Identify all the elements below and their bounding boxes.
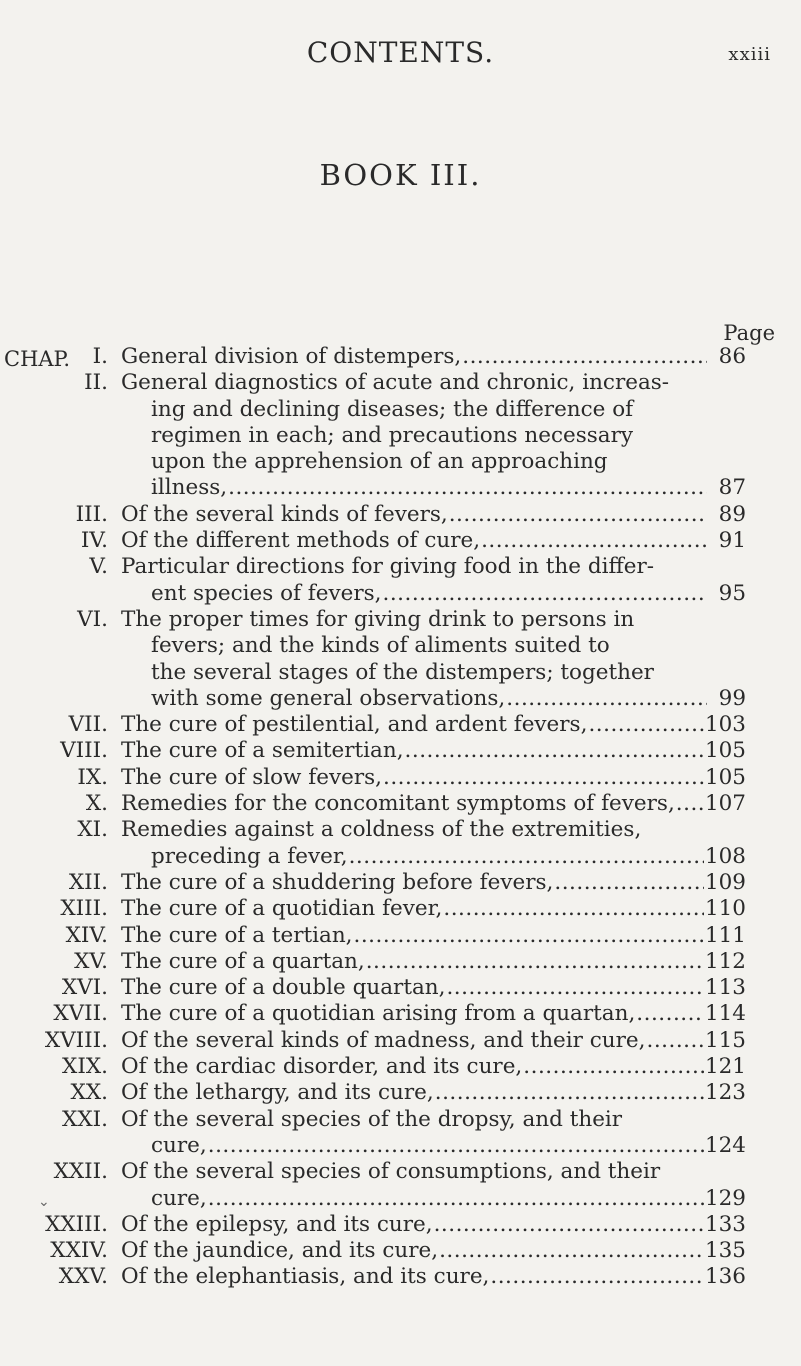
entry-title-text: Of the several species of consumptions, and their [121,1159,661,1185]
chapter-number: XVI. [61,975,108,1001]
entry-title-text: The cure of a tertian, [121,922,353,948]
entry-text [121,554,746,607]
entry-title-text: cure, [151,1185,207,1211]
entry-line [121,975,746,1001]
chapter-number: V. [89,554,108,580]
entry-title-text: The cure of a shuddering before fevers, [121,869,554,895]
entry-title-text: Of the jaundice, and its cure, [121,1238,439,1264]
page-number: 112 [704,948,746,974]
dot-leader [354,923,704,949]
entry-title-text: The cure of pestilential, and ardent fevers, [121,712,588,738]
page-number: 124 [704,1132,746,1158]
entry-line [121,870,746,896]
entry-line [121,554,746,580]
chapter-number: XII. [68,869,108,895]
entry-title-text: The cure of a quotidian arising from a quartan, [121,1001,636,1027]
entry-title-text: ing and declining diseases; the difference of [151,396,634,422]
chapter-number: XVII. [53,1001,108,1027]
entry-title-text: fevers; and the kinds of aliments suited to [151,633,610,659]
page-number: 105 [704,764,746,790]
toc-entry [0,554,801,607]
dot-leader [383,581,707,607]
entry-text [121,1054,746,1080]
chapter-number: XVIII. [44,1027,108,1053]
table-of-contents [0,344,801,1291]
chapter-number: XXIV. [50,1238,108,1264]
entry-text [121,502,746,528]
dot-leader [439,1238,704,1264]
toc-entry [0,1107,801,1160]
entry-title-text: with some general observations, [151,685,506,711]
entry-line [121,344,746,370]
entry-text [121,528,746,554]
page-number: 111 [704,922,746,948]
running-title: CONTENTS. [306,36,495,69]
entry-title-text: upon the apprehension of an approaching [151,449,608,475]
chapter-number: VII. [68,712,108,738]
chapter-number: XXII. [53,1159,108,1185]
page-number: 89 [718,501,746,527]
chapter-number: XXV. [58,1264,108,1290]
toc-entry [0,1159,801,1212]
page-number: 115 [704,1027,746,1053]
entry-text [121,344,746,370]
entry-text [121,1080,746,1106]
dot-leader [449,502,707,528]
dot-leader [443,896,704,922]
toc-entry [0,1028,801,1054]
entry-line [121,607,746,633]
entry-title-text: Particular directions for giving food in the differ- [121,554,655,580]
entry-title-text: The cure of a quotidian fever, [121,896,443,922]
entry-text [121,1212,746,1238]
entry-line [121,397,746,423]
entry-title-text: General division of distempers, [121,344,462,369]
entry-title-text: General diagnostics of acute and chronic, increas- [121,370,670,396]
dot-leader [462,344,707,370]
entry-title-text: Of the epilepsy, and its cure, [121,1211,433,1237]
entry-line [121,528,746,554]
chapter-number: VIII. [60,738,108,764]
entry-line [121,738,746,764]
dot-leader [676,791,704,817]
entry-line [121,1028,746,1054]
toc-entry [0,896,801,922]
entry-line [121,712,746,738]
margin-mark: ⌄ [38,1194,50,1210]
toc-entry [0,1238,801,1264]
dot-leader [228,475,707,501]
entry-text [121,975,746,1001]
chapter-number: XI. [77,817,108,843]
entry-title-text: Of the lethargy, and its cure, [121,1080,434,1106]
entry-line [121,475,746,501]
dot-leader [366,949,704,975]
toc-entry [0,949,801,975]
entry-title-text: Of the different methods of cure, [121,528,481,554]
entry-line [121,633,746,659]
chapter-number: XV. [74,948,108,974]
entry-line [121,844,746,870]
chapter-number: I. [92,344,108,369]
chapter-number: XXIII. [45,1211,108,1237]
entry-title-text: Of the elephantiasis, and its cure, [121,1264,490,1290]
chapter-number: XIV. [65,922,108,948]
toc-entry [0,738,801,764]
toc-entry [0,712,801,738]
toc-entry [0,1080,801,1106]
entry-title-text: Of the several kinds of fevers, [121,501,448,527]
chapter-column-label: CHAP. [4,347,71,371]
toc-entry [0,528,801,554]
entry-title-text: regimen in each; and precautions necessary [151,422,634,448]
entry-line [121,923,746,949]
toc-entry [0,923,801,949]
entry-title-text: Of the several kinds of madness, and their cure, [121,1027,646,1053]
dot-leader [506,686,707,712]
entry-text [121,1264,746,1290]
dot-leader [588,712,704,738]
page-number: 110 [704,896,746,922]
entry-text [121,923,746,949]
entry-line [121,660,746,686]
page-number: 114 [704,1001,746,1027]
dot-leader [490,1264,704,1290]
entry-line [121,370,746,396]
entry-line [121,423,746,449]
running-head [0,36,801,76]
toc-entry [0,1264,801,1290]
entry-line [121,1054,746,1080]
entry-text [121,817,746,870]
toc-entry [0,1054,801,1080]
dot-leader [349,844,704,870]
entry-line [121,949,746,975]
entry-title-text: The proper times for giving drink to persons in [121,606,635,632]
entry-title-text: ent species of fevers, [151,580,382,606]
page-number: 129 [704,1185,746,1211]
entry-title-text: The cure of a semitertian, [121,738,404,764]
toc-entry [0,1001,801,1027]
page-number: 86 [718,344,746,369]
entry-line [121,1107,746,1133]
chapter-number: VI. [77,606,108,632]
entry-text [121,712,746,738]
page-number: 121 [704,1054,746,1080]
page-number: 107 [704,791,746,817]
entry-line [121,502,746,528]
chapter-number: IV. [80,528,108,554]
entry-title-text: preceding a fever, [151,843,348,869]
entry-line [121,1159,746,1185]
dot-leader [435,1080,704,1106]
entry-title-text: cure, [151,1132,207,1158]
entry-title-text: Of the cardiac disorder, and its cure, [121,1054,523,1080]
chapter-number: X. [85,791,108,817]
entry-line [121,1186,746,1212]
entry-title-text: the several stages of the distempers; together [151,659,654,685]
page-number: 91 [718,528,746,554]
dot-leader [208,1186,704,1212]
toc-entry [0,975,801,1001]
entry-line [121,791,746,817]
entry-title-text: The cure of a quartan, [121,948,365,974]
dot-leader [208,1133,704,1159]
page-folio: xxiii [728,44,771,65]
toc-entry [0,607,801,712]
page-number: 95 [718,580,746,606]
entry-text [121,949,746,975]
page-number: 105 [704,738,746,764]
page-number: 87 [718,475,746,501]
toc-entry [0,344,801,370]
toc-entry [0,791,801,817]
entry-line [121,1001,746,1027]
entry-text [121,1001,746,1027]
page-number: 103 [704,712,746,738]
entry-line [121,1238,746,1264]
entry-line [121,765,746,791]
dot-leader [434,1212,704,1238]
entry-line [121,896,746,922]
entry-line [121,449,746,475]
toc-entry [0,502,801,528]
toc-entry [0,765,801,791]
entry-line [121,1212,746,1238]
toc-entry [0,870,801,896]
chapter-number: XXI. [62,1106,108,1132]
entry-text [121,370,746,501]
page-number: 113 [704,975,746,1001]
entry-text [121,1028,746,1054]
page-number: 123 [704,1080,746,1106]
entry-text [121,1159,746,1212]
toc-entry [0,1212,801,1238]
toc-entry [0,817,801,870]
chapter-number: XX. [70,1080,108,1106]
book-title: BOOK III. [319,158,482,192]
chapter-number: III. [75,501,108,527]
dot-leader [446,975,704,1001]
entry-line [121,1133,746,1159]
dot-leader [405,738,704,764]
entry-line [121,581,746,607]
chapter-number: II. [84,370,108,396]
entry-text [121,896,746,922]
entry-text [121,1107,746,1160]
entry-text [121,607,746,712]
entry-title-text: illness, [151,475,228,501]
dot-leader [636,1001,704,1027]
page-number: 136 [704,1264,746,1290]
dot-leader [523,1054,704,1080]
entry-line [121,1080,746,1106]
entry-text [121,738,746,764]
page-column-label: Page [723,321,775,345]
dot-leader [554,870,704,896]
toc-entry [0,370,801,501]
page-number: 108 [704,843,746,869]
entry-text [121,765,746,791]
page-number: 109 [704,869,746,895]
entry-title-text: The cure of a double quartan, [121,975,446,1001]
chapter-number: XIX. [62,1054,108,1080]
dot-leader [383,765,704,791]
entry-line [121,817,746,843]
chapter-number: IX. [77,764,108,790]
entry-line [121,686,746,712]
entry-title-text: Remedies against a coldness of the extremities, [121,817,642,843]
chapter-number: XIII. [60,896,108,922]
entry-title-text: The cure of slow fevers, [121,764,382,790]
page-number: 133 [704,1211,746,1237]
entry-line [121,1264,746,1290]
entry-text [121,791,746,817]
page-number: 135 [704,1238,746,1264]
entry-title-text: Of the several species of the dropsy, and their [121,1106,623,1132]
entry-text [121,1238,746,1264]
entry-title-text: Remedies for the concomitant symptoms of fevers, [121,791,675,817]
dot-leader [481,528,707,554]
entry-text [121,870,746,896]
dot-leader [646,1028,703,1054]
page-number: 99 [718,685,746,711]
